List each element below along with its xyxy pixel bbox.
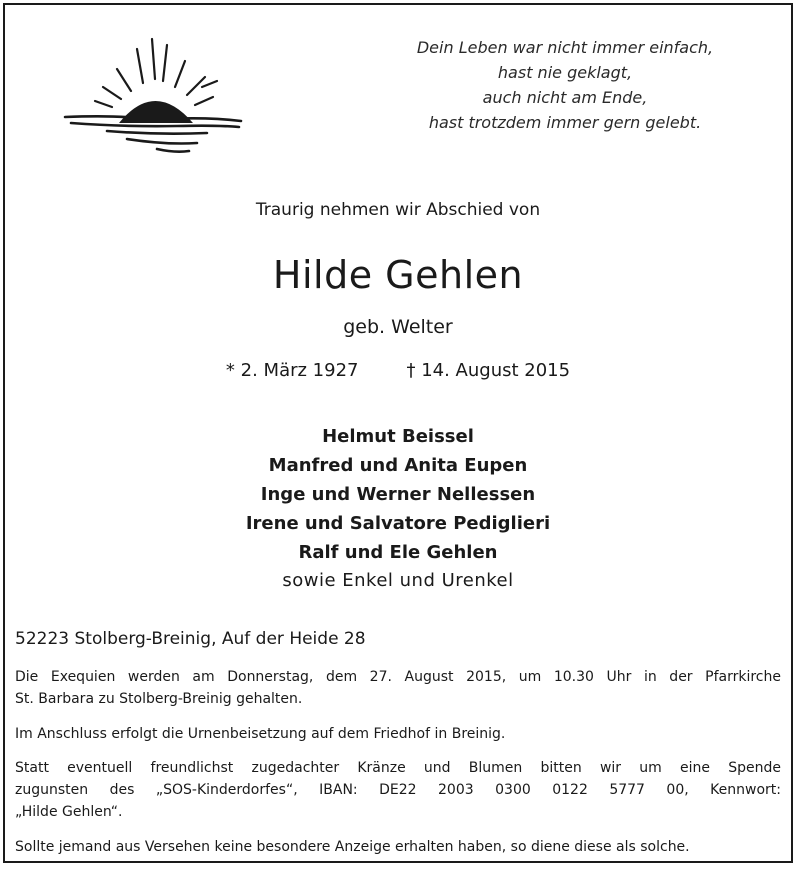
mourners-list bbox=[5, 422, 791, 595]
poem-line: hast nie geklagt, bbox=[497, 63, 633, 82]
birth-date: * 2. März 1927 bbox=[225, 360, 359, 381]
donation-line: Statt eventuell freundlichst zugedachter Kränze und Blumen bitten wir um eine Spende bbox=[15, 760, 781, 776]
poem-line: auch nicht am Ende, bbox=[482, 88, 648, 107]
intro-text: Traurig nehmen wir Abschied von bbox=[255, 200, 541, 220]
mourner-name: Manfred und Anita Eupen bbox=[268, 455, 528, 476]
deceased-name: Hilde Gehlen bbox=[272, 253, 524, 297]
mourner-name: Irene und Salvatore Pediglieri bbox=[245, 513, 551, 534]
address: 52223 Stolberg-Breinig, Auf der Heide 28 bbox=[15, 629, 366, 649]
notice-paragraph bbox=[15, 836, 781, 858]
urn-paragraph bbox=[15, 723, 781, 745]
donation-line: „Hilde Gehlen“. bbox=[15, 804, 123, 820]
donation-line: zugunsten des „SOS-Kinderdorfes“, IBAN: DE22 2003 0300 0122 5777 00, Kennwort: bbox=[15, 782, 781, 798]
mourner-name: Inge und Werner Nellessen bbox=[260, 484, 536, 505]
mourners-extra: sowie Enkel und Urenkel bbox=[282, 570, 514, 591]
urn-line: Im Anschluss erfolgt die Urnenbeisetzung auf dem Friedhof in Breinig. bbox=[15, 726, 506, 742]
death-date: † 14. August 2015 bbox=[406, 360, 571, 381]
exequien-line: Die Exequien werden am Donnerstag, dem 27. August 2015, um 10.30 Uhr in der Pfarrkirche bbox=[15, 669, 781, 685]
mourner-name: Ralf und Ele Gehlen bbox=[298, 542, 498, 563]
obituary-notice bbox=[3, 3, 793, 863]
donation-paragraph bbox=[15, 757, 781, 823]
poem-line: Dein Leben war nicht immer einfach, bbox=[416, 38, 714, 57]
exequien-line: St. Barbara zu Stolberg-Breinig gehalten. bbox=[15, 691, 303, 707]
birth-name: geb. Welter bbox=[343, 316, 453, 338]
life-dates bbox=[5, 360, 791, 381]
notice-line: Sollte jemand aus Versehen keine besondere Anzeige erhalten haben, so diene diese als solche. bbox=[15, 839, 690, 855]
mourner-name: Helmut Beissel bbox=[322, 426, 474, 447]
sunset-icon bbox=[57, 31, 247, 161]
poem bbox=[385, 35, 745, 135]
poem-line: hast trotzdem immer gern gelebt. bbox=[428, 113, 702, 132]
exequien-paragraph bbox=[15, 666, 781, 710]
